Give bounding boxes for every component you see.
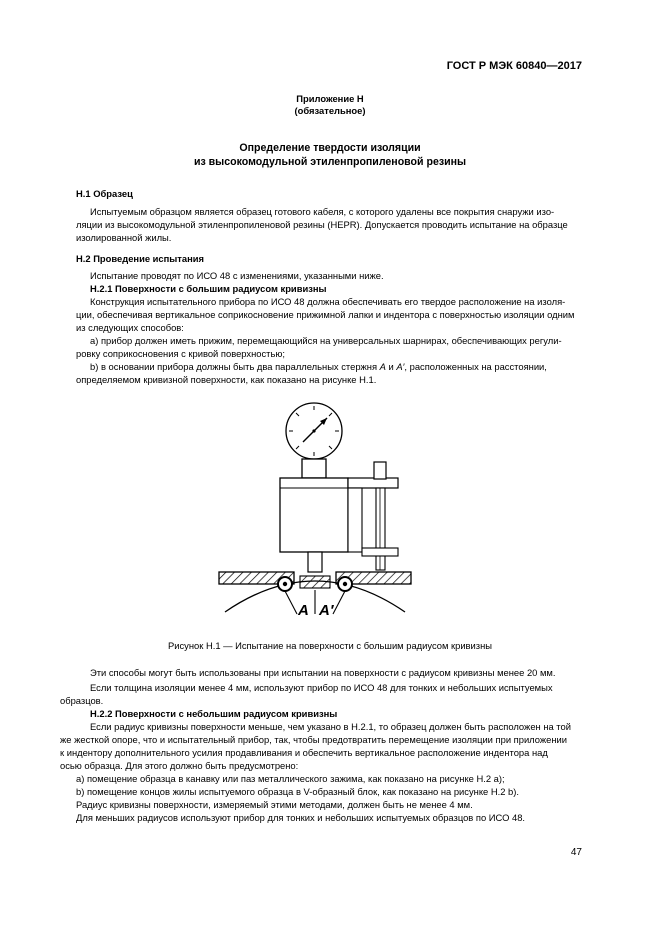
rod-a-prime bbox=[338, 577, 352, 591]
s22-line1: Если радиус кривизны поверхности меньше, чем указано в Н.2.1, то образец должен быть расположен на той bbox=[90, 721, 571, 732]
annex-title-line2: из высокомодульной этиленпропиленовой резины bbox=[193, 156, 467, 168]
section-h2-heading: Н.2 Проведение испытания bbox=[76, 253, 204, 264]
s21-item-a-line1: а) прибор должен иметь прижим, перемещающийся на универсальных шарнирах, обеспечивающих регули- bbox=[90, 335, 562, 346]
item-b-text-pre: b) в основании прибора должны быть два параллельных стержня bbox=[90, 361, 380, 372]
s21-line1: Конструкция испытательного прибора по ИСО 48 должна обеспечивать его твердое расположение на изоля- bbox=[90, 296, 566, 307]
rod-a-italic: А bbox=[379, 361, 386, 372]
s22-radius-note: Радиус кривизны поверхности, измеряемый этими методами, должен быть не менее 4 мм. bbox=[76, 799, 473, 810]
s21-item-b-line2: определяемом кривизной поверхности, как показано на рисунке Н.1. bbox=[76, 374, 377, 385]
s22-item-a: а) помещение образца в канавку или паз металлического зажима, как показано на рисунке Н.2 а); bbox=[76, 773, 505, 784]
section-h22-heading: Н.2.2 Поверхности с небольшим радиусом кривизны bbox=[90, 708, 338, 719]
after-p2-line2: образцов. bbox=[60, 695, 104, 706]
section-h1-heading: Н.1 Образец bbox=[76, 188, 133, 199]
gauge-dial-icon bbox=[286, 403, 342, 459]
after-p2-line1: Если толщина изоляции менее 4 мм, используют прибор по ИСО 48 для тонких и небольших испытуемых bbox=[90, 682, 553, 693]
s21-line2: ции, обеспечивая вертикальное соприкосновение прижимной лапки и индентора с поверхностью изоляции одним bbox=[76, 309, 575, 320]
s21-line3: из следующих способов: bbox=[76, 322, 184, 333]
annex-title-line1: Определение твердости изоляции bbox=[239, 142, 421, 154]
label-a-prime: А′ bbox=[319, 602, 334, 619]
section-h21-heading: Н.2.1 Поверхности с большим радиусом кривизны bbox=[90, 283, 327, 294]
page-number: 47 bbox=[570, 847, 582, 858]
item-b-text-mid: и bbox=[385, 361, 397, 372]
after-p1: Эти способы могут быть использованы при испытании на поверхности с радиусом кривизны менее 20 мм. bbox=[90, 667, 556, 678]
standard-designation: ГОСТ Р МЭК 60840—2017 bbox=[446, 60, 582, 72]
s1-line2: ляции из высокомодульной этиленпропиленовой резины (HEPR). Допускается проводить испытание на образце bbox=[76, 219, 568, 230]
annex-status: (обязательное) bbox=[294, 105, 366, 116]
s1-line1: Испытуемым образцом является образец готового кабеля, с которого удалены все покрытия снаружи изо- bbox=[90, 206, 555, 217]
rod-a-prime-italic: А′ bbox=[396, 361, 405, 372]
s22-small-radius-note: Для меньших радиусов используют прибор для тонких и небольших испытуемых образцов по ИСО 48. bbox=[76, 812, 526, 823]
s22-line2: же жесткой опоре, что и испытательный прибор, так, чтобы предотвратить перемещение изоляции при приложении bbox=[60, 734, 568, 745]
label-a: А bbox=[298, 602, 309, 619]
s21-item-a-line2: ровку соприкосновения с кривой поверхностью; bbox=[76, 348, 285, 359]
s2-intro: Испытание проводят по ИСО 48 с изменениями, указанными ниже. bbox=[90, 270, 384, 281]
s22-line3: к индентору дополнительного усилия продавливания и обеспечить вертикальное расположение индентора над bbox=[60, 747, 548, 758]
rod-a bbox=[278, 577, 292, 591]
s22-item-b: b) помещение концов жилы испытуемого образца в V-образный блок, как показано на рисунке Н.2 b). bbox=[76, 786, 519, 797]
figure-caption: Рисунок Н.1 — Испытание на поверхности с большим радиусом кривизны bbox=[168, 640, 492, 651]
annex-label: Приложение Н bbox=[296, 93, 364, 104]
item-b-text-post: , расположенных на расстоянии, bbox=[404, 361, 547, 372]
s1-line3: изолированной жилы. bbox=[76, 232, 172, 243]
s22-line4: осью образца. Для этого должно быть предусмотрено: bbox=[60, 760, 299, 771]
